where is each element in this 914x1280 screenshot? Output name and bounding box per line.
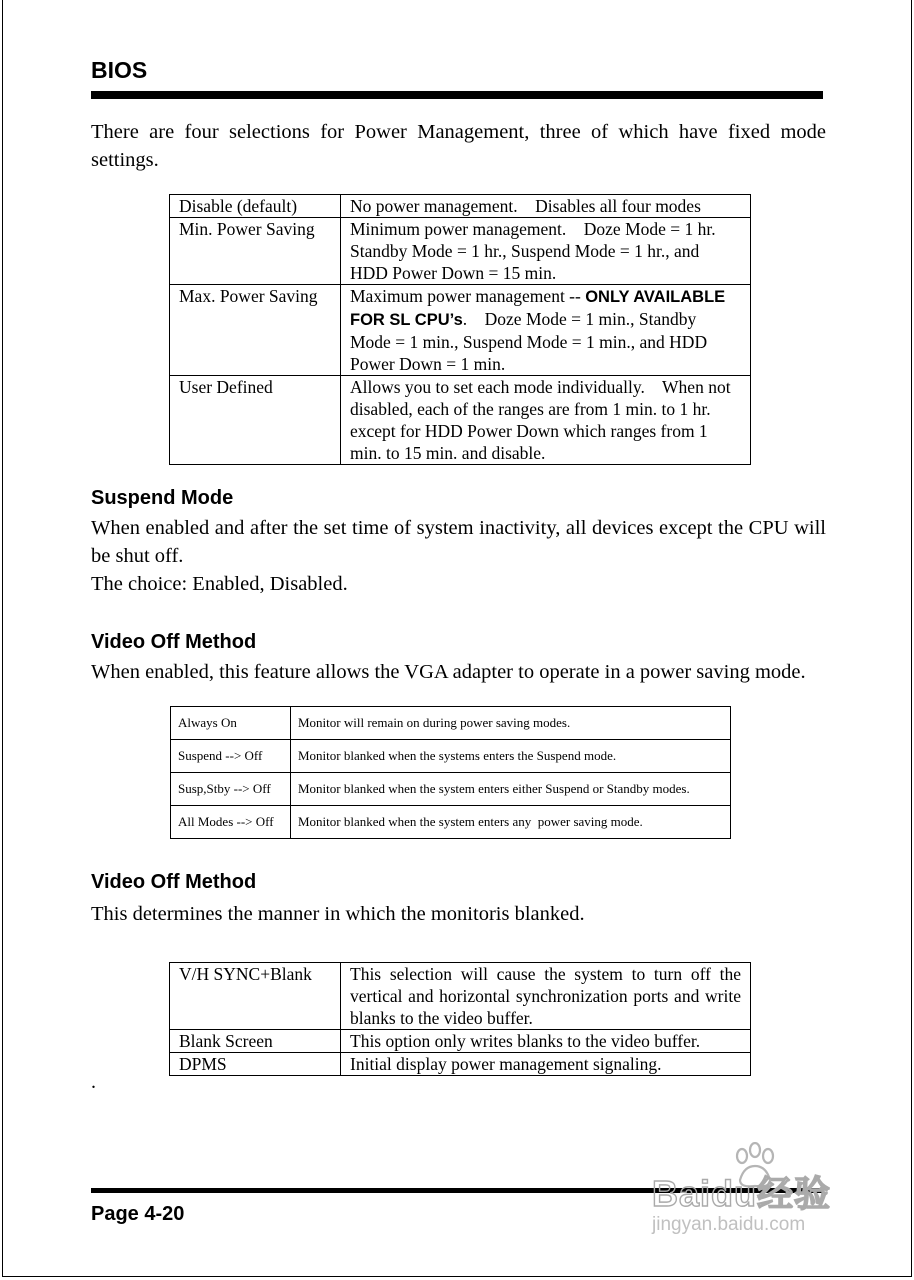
table-row <box>170 218 751 285</box>
table-cell-option: Blank Screen <box>170 1030 341 1053</box>
table-row <box>170 285 751 376</box>
table-cell-desc: Monitor blanked when the system enters any power saving mode. <box>291 806 731 839</box>
table-cell-desc: Monitor blanked when the systems enters the Suspend mode. <box>291 740 731 773</box>
table-cell-desc: This selection will cause the system to turn off the vertical and horizontal synchronization ports and write blanks to the video buffer. <box>341 963 751 1030</box>
table-cell-option: DPMS <box>170 1053 341 1076</box>
table-row <box>171 707 731 740</box>
table-cell-mode: Disable (default) <box>170 195 341 218</box>
header-title: BIOS <box>91 57 148 83</box>
video-off-method-text: When enabled, this feature allows the VGA adapter to operate in a power saving mode. <box>91 661 806 683</box>
table-cell-desc: Monitor will remain on during power saving modes. <box>291 707 731 740</box>
sl-cpu-emphasis: ONLY AVAILABLE FOR SL CPU’s <box>350 288 730 329</box>
table-cell-option: All Modes --> Off <box>171 806 291 839</box>
watermark-url: jingyan.baidu.com <box>652 1214 806 1235</box>
table-row <box>170 1053 751 1076</box>
video-off-method-heading: Video Off Method <box>91 631 257 653</box>
table-cell-desc: Initial display power management signaling. <box>341 1053 751 1076</box>
desc-text-pre: Maximum power management -- <box>350 286 586 306</box>
baidu-watermark <box>648 1142 860 1246</box>
table-cell-option: Always On <box>171 707 291 740</box>
suspend-mode-text: When enabled and after the set time of system inactivity, all devices except the CPU will be shut off. <box>91 517 826 567</box>
video-off-table <box>170 706 731 839</box>
blanking-method-table <box>169 962 751 1076</box>
table-cell-mode: Min. Power Saving <box>170 218 341 285</box>
table-cell-desc: Minimum power management. Doze Mode = 1 hr. Standby Mode = 1 hr., Suspend Mode = 1 hr., and HDD Power Down = 15 min. <box>341 218 751 285</box>
table-row <box>170 195 751 218</box>
table-row <box>171 740 731 773</box>
table-row <box>170 1030 751 1053</box>
table-cell-option: Suspend --> Off <box>171 740 291 773</box>
table-cell-desc: Allows you to set each mode individually. When not disabled, each of the ranges are from 1 min. to 1 hr. except for HDD Power Down which ranges from 1 min. to 15 min. and disable. <box>341 376 751 465</box>
video-off-method-heading-2: Video Off Method <box>91 871 257 893</box>
intro-paragraph: There are four selections for Power Management, three of which have fixed mode settings. <box>91 121 826 171</box>
table-row <box>171 773 731 806</box>
table-row <box>171 806 731 839</box>
video-off-method-text-2: This determines the manner in which the monitoris blanked. <box>91 903 585 925</box>
power-management-table <box>169 194 751 465</box>
table-cell-mode: User Defined <box>170 376 341 465</box>
watermark-brand: Baidu经验 <box>652 1173 832 1214</box>
page-number: Page 4-20 <box>91 1203 185 1225</box>
table-cell-desc <box>341 285 751 376</box>
desc-text-post: . Doze Mode = 1 min., Standby Mode = 1 min., Suspend Mode = 1 min., and HDD Power Down = 1 min. <box>350 309 712 374</box>
table-row <box>170 963 751 1030</box>
table-cell-option: V/H SYNC+Blank <box>170 963 341 1030</box>
table-cell-desc: Monitor blanked when the system enters either Suspend or Standby modes. <box>291 773 731 806</box>
table-cell-desc: No power management. Disables all four modes <box>341 195 751 218</box>
table-row <box>170 376 751 465</box>
suspend-mode-heading: Suspend Mode <box>91 487 234 509</box>
table-cell-desc: This option only writes blanks to the video buffer. <box>341 1030 751 1053</box>
stray-period: . <box>91 1071 96 1093</box>
table-cell-option: Susp,Stby --> Off <box>171 773 291 806</box>
table-cell-mode: Max. Power Saving <box>170 285 341 376</box>
header-rule <box>91 91 823 99</box>
suspend-mode-choice: The choice: Enabled, Disabled. <box>91 573 348 595</box>
